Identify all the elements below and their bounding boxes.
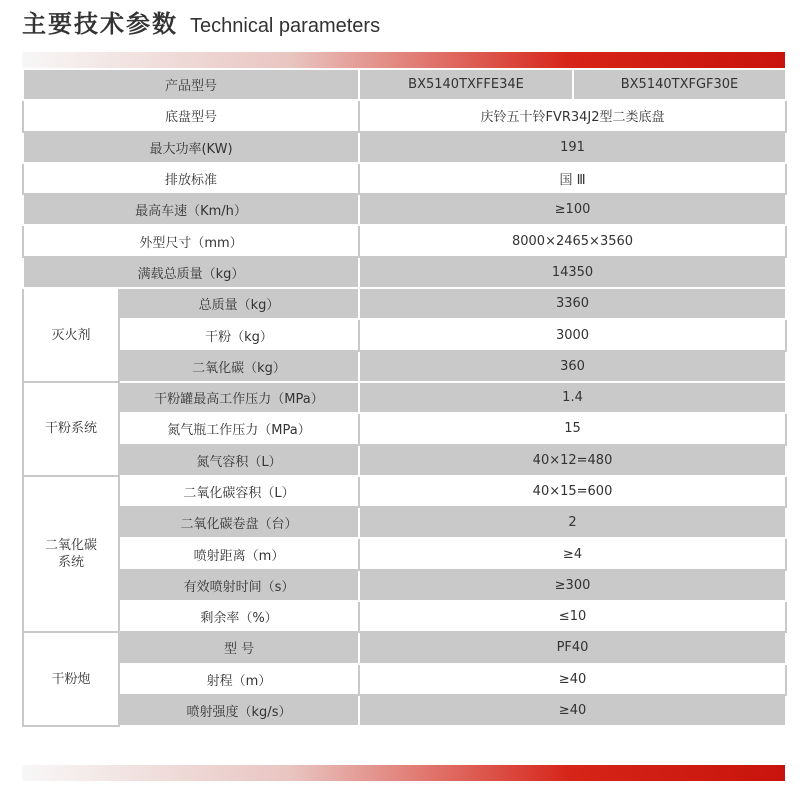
row-value: 3000 [359,319,786,350]
row-label: 干粉（kg） [119,319,359,350]
table-row [23,695,786,726]
table-row [23,351,786,382]
row-value: 庆铃五十铃FVR34J2型二类底盘 [359,100,786,131]
group-dry-powder-system: 干粉系统 [23,382,119,476]
table-row [23,476,786,507]
group-co2-line2: 系统 [57,555,84,571]
table-row [23,257,786,288]
row-label: 二氧化碳容积（L） [119,476,359,507]
row-label: 二氧化碳（kg） [119,351,359,382]
row-label: 氮气容积（L） [119,445,359,476]
table-row [23,601,786,632]
row-label: 总质量（kg） [119,288,359,319]
table-row [23,225,786,256]
row-label: 满载总质量（kg） [23,257,359,288]
heading-english: Technical parameters [190,15,381,37]
row-value: ≥4 [359,538,786,569]
row-value: 3360 [359,288,786,319]
row-value: PF40 [359,632,786,663]
group-co2-system [23,476,119,632]
table-row [23,132,786,163]
row-label: 底盘型号 [23,100,359,131]
model-label: 产品型号 [23,69,359,100]
model-1: BX5140TXFFE34E [359,69,573,100]
row-value: ≤10 [359,601,786,632]
table-row [23,538,786,569]
heading-chinese: 主要技术参数 [22,10,178,38]
row-label: 氮气瓶工作压力（MPa） [119,413,359,444]
bottom-accent-bar [22,765,785,781]
row-value: ≥40 [359,664,786,695]
row-label: 排放标准 [23,163,359,194]
parameters-table [22,68,787,727]
row-value: ≥300 [359,570,786,601]
table-row [23,163,786,194]
row-value: 360 [359,351,786,382]
row-label: 剩余率（%） [119,601,359,632]
row-label: 射程（m） [119,664,359,695]
row-label: 最高车速（Km/h） [23,194,359,225]
table-row [23,194,786,225]
model-2: BX5140TXFGF30E [573,69,786,100]
row-value: 2 [359,507,786,538]
table-header-row [23,69,786,100]
row-label: 有效喷射时间（s） [119,570,359,601]
group-powder-cannon: 干粉炮 [23,632,119,726]
row-value: 15 [359,413,786,444]
table-row [23,507,786,538]
group-extinguishing-agent: 灭火剂 [23,288,119,382]
row-value: ≥40 [359,695,786,726]
row-value: 8000×2465×3560 [359,225,786,256]
table-row [23,382,786,413]
row-value: 191 [359,132,786,163]
page-heading [22,4,380,44]
table-row [23,445,786,476]
row-label: 型 号 [119,632,359,663]
group-co2-line1: 二氧化碳 [44,538,97,554]
row-value: 40×12=480 [359,445,786,476]
row-label: 外型尺寸（mm） [23,225,359,256]
table-row [23,100,786,131]
row-label: 干粉罐最高工作压力（MPa） [119,382,359,413]
row-label: 喷射距离（m） [119,538,359,569]
table-row [23,413,786,444]
row-value: 14350 [359,257,786,288]
row-value: ≥100 [359,194,786,225]
row-label: 最大功率(KW) [23,132,359,163]
row-value: 40×15=600 [359,476,786,507]
top-accent-bar [22,52,785,68]
row-value: 1.4 [359,382,786,413]
row-label: 二氧化碳卷盘（台） [119,507,359,538]
table-row [23,570,786,601]
row-value: 国 Ⅲ [359,163,786,194]
row-label: 喷射强度（kg/s） [119,695,359,726]
table-row [23,632,786,663]
table-row [23,664,786,695]
table-row [23,288,786,319]
table-row [23,319,786,350]
